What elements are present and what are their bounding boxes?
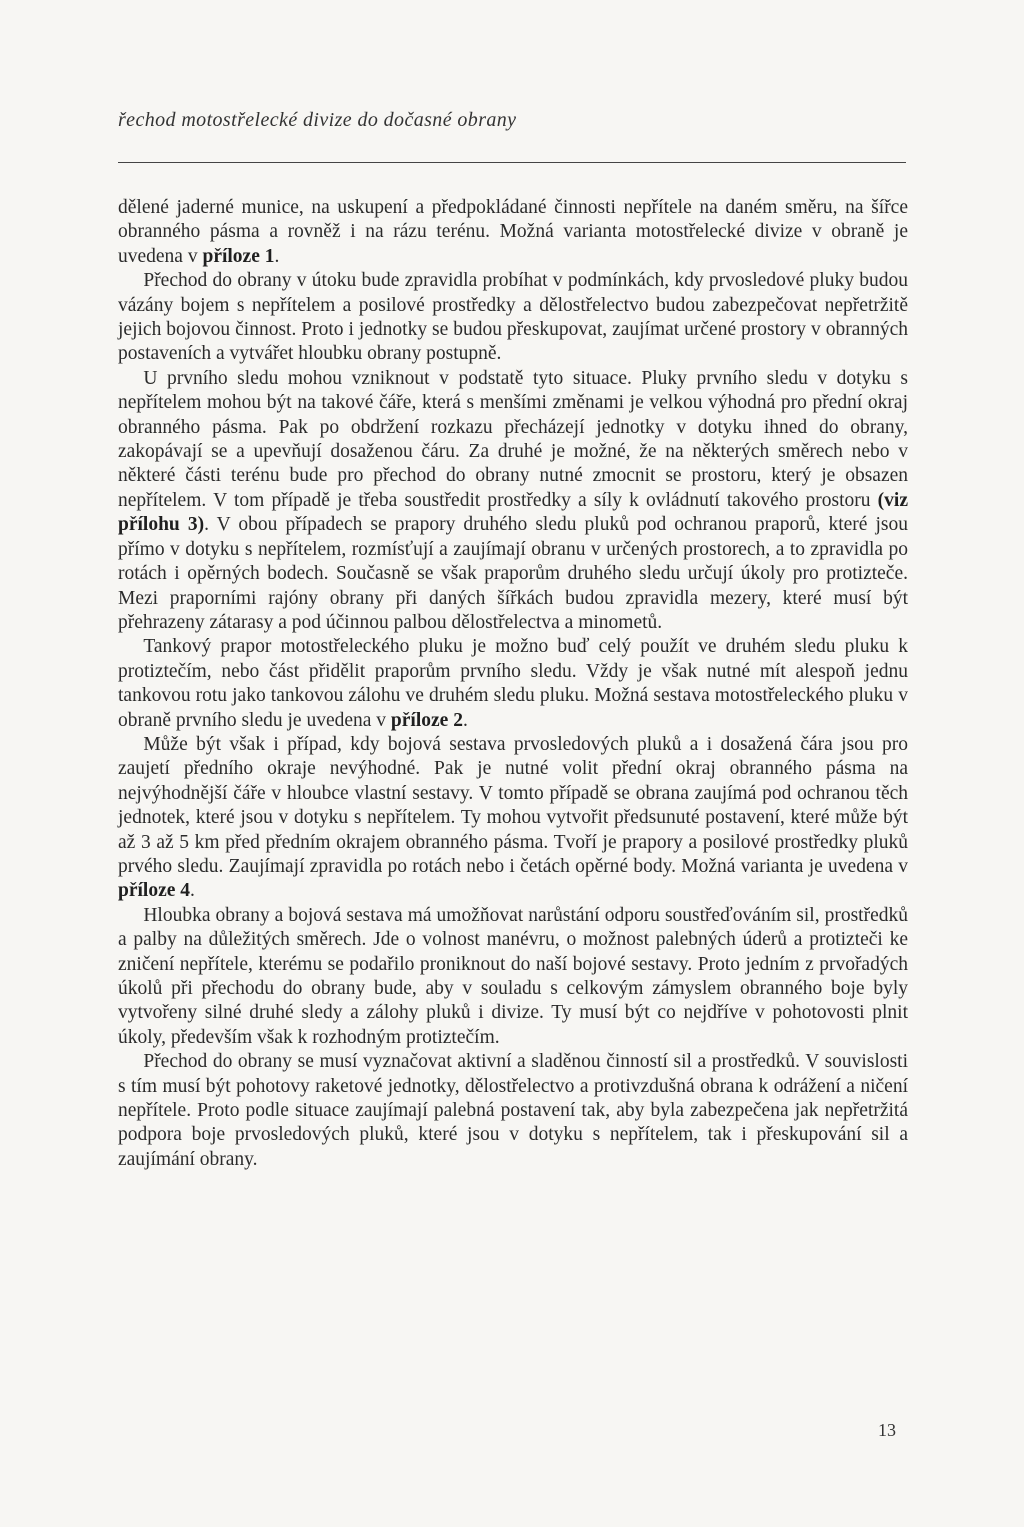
text-run: dělené jaderné munice, na uskupení a předpokládané činnosti nepřítele na daném směru, na šířce obranného pásma a rovněž i na rázu terénu. Možná varianta motostřelecké divize v obraně je uvedena v [118, 197, 908, 267]
annex-reference: příloze 4 [118, 880, 191, 902]
paragraph [118, 733, 908, 904]
paragraph [118, 269, 908, 367]
paragraph [118, 1050, 908, 1172]
paragraph [118, 904, 908, 1050]
paragraph [118, 635, 908, 733]
annex-reference: příloze 2 [390, 709, 463, 731]
paragraph [118, 367, 908, 635]
text-run: . [462, 709, 468, 731]
text-run: . [274, 245, 280, 267]
text-run: Může být však i případ, kdy bojová sestava prvosledových pluků a i dosažená čára jsou pro zaujetí předního okraje nevýhodné. Pak je nutné volit přední okraj obranného pásma na nejvýhodnější čáře v hloubce vlastní sestavy. V tomto případě se obrana zaujímá pod ochranou těch jednotek, které jsou v dotyku s nepřítelem. Ty mohou vytvořit předsunuté postavení, které může být až 3 až 5 km před předním okrajem obranného pásma. Tvoří je prapory a posilové prostředky pluků prvého sledu. Zaujímají zpravidla po rotách nebo i četách opěrné body. Možná varianta je uvedena v [118, 733, 908, 877]
text-run: Přechod do obrany se musí vyznačovat aktivní a sladěnou činností sil a prostředků. V souvislosti s tím musí být pohotovy raketové jednotky, dělostřelectvo a protivzdušná obrana k odrážení a ničení nepřítele. Proto podle situace zaujímají palebná postavení tak, aby byla zabezpečena jak nepřetržitá podpora boje prvosledových pluků, které jsou v dotyku s nepřítelem, tak i přeskupování sil a zaujímání obrany. [118, 1051, 908, 1170]
running-head: řechod motostřelecké divize do dočasné obrany [118, 109, 517, 131]
header-rule [118, 162, 906, 163]
text-run: . V obou případech se prapory druhého sledu pluků pod ochranou praporů, které jsou přímo v dotyku s nepřítelem, rozmísťují a zaujímají obranu v určených prostorech, a to zpravidla po rotách i opěrných bodech. Současně se však praporům druhého sledu určují úkoly pro protizteče. Mezi praporními rajóny obrany při daných šířkách budou zpravidla mezery, které musí být přehrazeny zátarasy a pod účinnou palbou dělostřelectva a minometů. [118, 514, 908, 633]
body-text [118, 196, 908, 1172]
page-number: 13 [878, 1420, 896, 1440]
annex-reference: (viz přílohu 3) [118, 489, 908, 536]
text-run: Hloubka obrany a bojová sestava má umožňovat narůstání odporu soustřeďováním sil, prostředků a palby na důležitých směrech. Jde o volnost manévru, o možnost palebných úderů a protizteči ke zničení nepřítele, kterému se podařilo proniknout do naší bojové sestavy. Proto jedním z prvořadých úkolů při přechodu do obrany bude, aby v souladu s celkovým zámyslem obranného boje byly vytvořeny silné druhé sledy a zálohy pluků i divize. Ty musí být co nejdříve v pohotovosti plnit úkoly, především však k rozhodným protiztečím. [118, 904, 908, 1048]
text-run: . [190, 880, 195, 902]
annex-reference: příloze 1 [202, 245, 275, 267]
text-run: Tankový prapor motostřeleckého pluku je možno buď celý použít ve druhém sledu pluku k protiztečím, nebo část přidělit praporům prvního sledu. Vždy je však nutné mít alespoň jednu tankovou rotu jako tankovou zálohu ve druhém sledu pluku. Možná sestava motostřeleckého pluku v obraně prvního sledu je uvedena v [118, 636, 908, 731]
text-run: U prvního sledu mohou vzniknout v podstatě tyto situace. Pluky prvního sledu v dotyku s nepřítelem mohou být na takové čáře, která s menšími změnami je velkou výhodná pro přední okraj obranného pásma. Pak po obdržení rozkazu přecházejí jednotky v dotyku ihned do obrany, zakopávají se a upevňují dosaženou čáru. Za druhé je možné, že na některých směrech nebo v některé části terénu bude pro přechod do obrany nutné zmocnit se prostoru, který je obsazen nepřítelem. V tom případě je třeba soustředit prostředky a síly k ovládnutí takového prostoru [118, 367, 908, 511]
paragraph [118, 196, 908, 269]
text-run: Přechod do obrany v útoku bude zpravidla probíhat v podmínkách, kdy prvosledové pluky budou vázány bojem s nepřítelem a posilové prostředky a dělostřelectvo budou zabezpečovat nepřetržitě jejich bojovou činnost. Proto i jednotky se budou přeskupovat, zaujímat určené prostory v obranných postaveních a vytvářet hloubku obrany postupně. [118, 270, 908, 365]
